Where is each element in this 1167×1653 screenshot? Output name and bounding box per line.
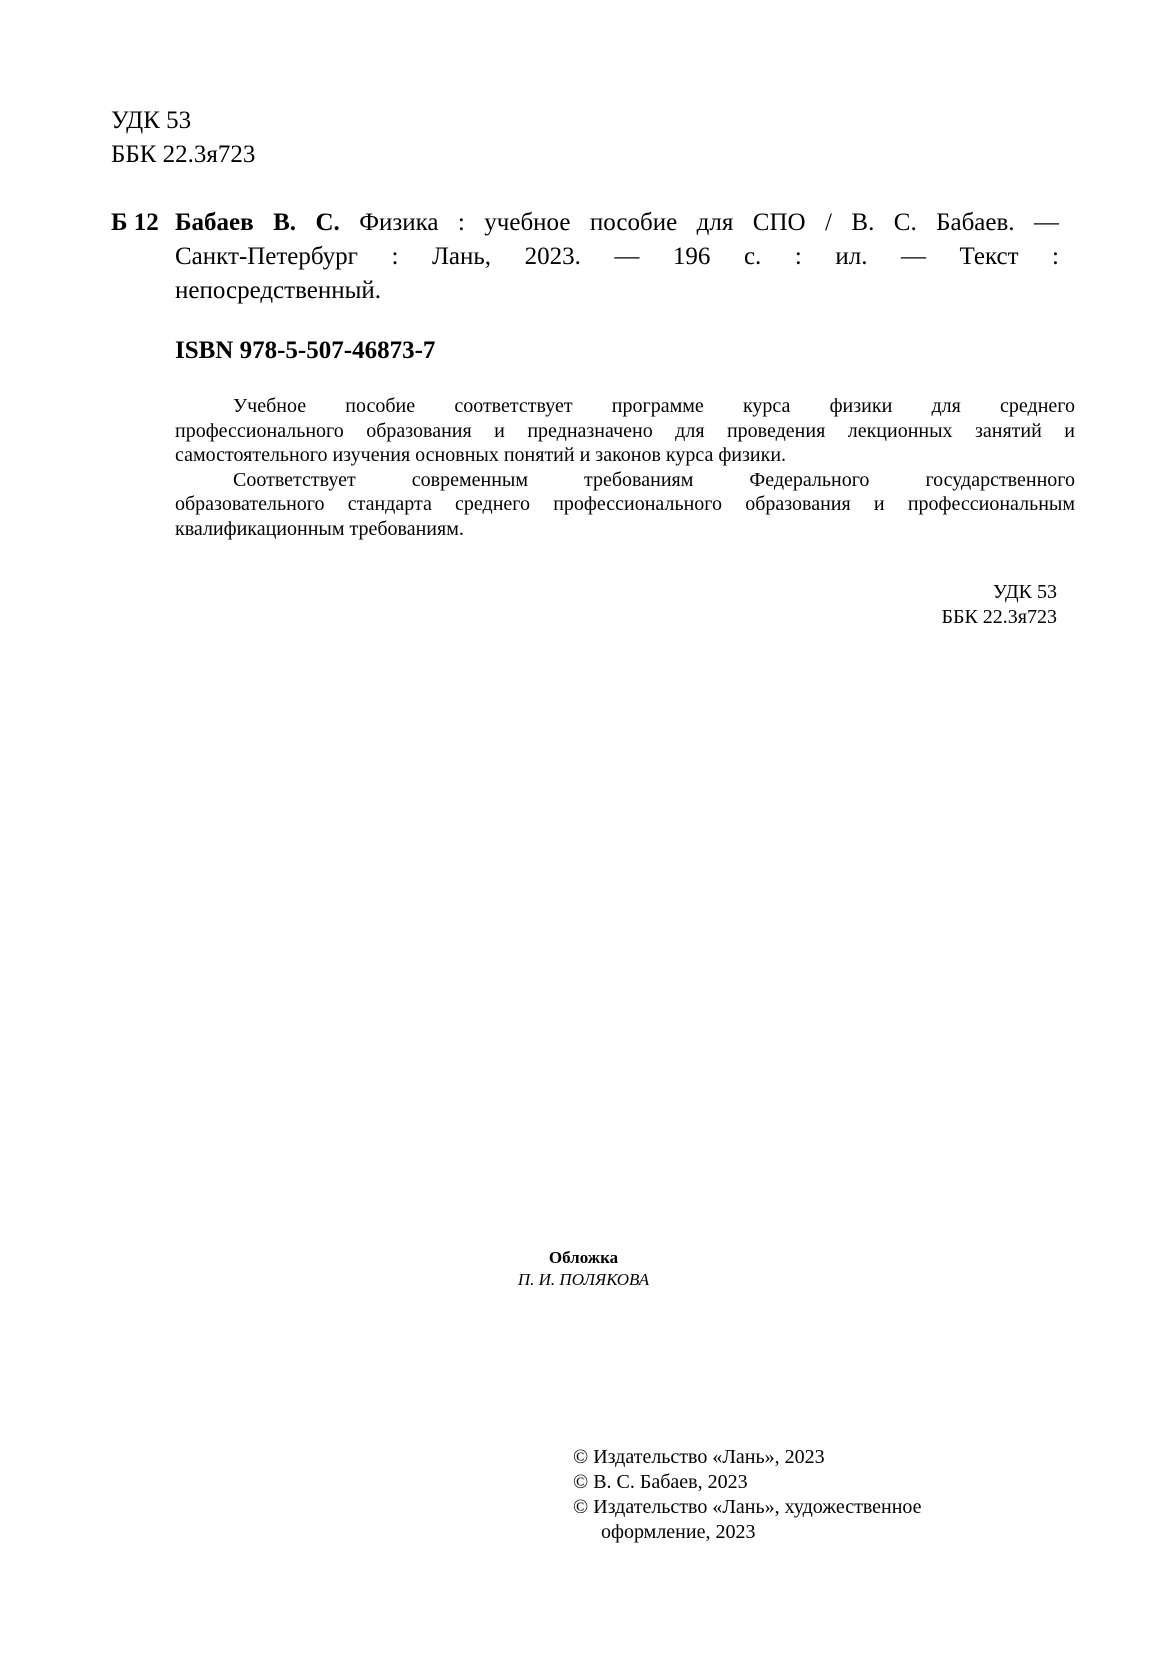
annotation-p1-line-3: самостоятельного изучения основных понятий и законов курса физики.	[175, 444, 787, 466]
classification-codes-top	[111, 104, 255, 172]
bibliographic-record	[175, 206, 1059, 308]
annotation	[175, 394, 1075, 541]
annotation-p2-line-2: образовательного стандарта среднего профессионального образования и профессиональным	[175, 493, 1075, 515]
annotation-p1-line-1: Учебное пособие соответствует программе курса физики для среднего	[233, 395, 1075, 417]
copyright-line-2: © В. С. Бабаев, 2023	[573, 1471, 748, 1493]
copyright-line-1: © Издательство «Лань», 2023	[573, 1446, 825, 1468]
copyright-block	[573, 1445, 922, 1545]
annotation-p1-line-2: профессионального образования и предназначено для проведения лекционных занятий и	[175, 419, 1075, 442]
bbk-code: ББК 22.3я723	[111, 141, 256, 168]
copyright-line-3: © Издательство «Лань», художественное	[573, 1496, 922, 1518]
biblio-line-3: непосредственный.	[175, 277, 382, 304]
udk-code-bottom: УДК 53	[992, 581, 1057, 603]
cover-credit-name: П. И. ПОЛЯКОВА	[517, 1270, 650, 1289]
udk-code: УДК 53	[111, 107, 192, 134]
bbk-code-bottom: ББК 22.3я723	[941, 606, 1057, 628]
annotation-p2-line-3: квалификационным требованиям.	[175, 517, 464, 540]
biblio-author: Бабаев В. С.	[175, 209, 340, 236]
cover-credit	[0, 1247, 1167, 1291]
copyright-line-4: оформление, 2023	[601, 1521, 756, 1543]
author-mark: Б 12	[111, 209, 159, 236]
annotation-p2-line-1: Соответствует современным требованиям Федерального государственного	[233, 468, 1075, 491]
biblio-title: Физика : учебное пособие для СПО / В. С. Бабаев. —	[359, 209, 1059, 236]
cover-credit-label: Обложка	[548, 1248, 619, 1267]
biblio-line-1	[175, 206, 1059, 240]
isbn: ISBN 978-5-507-46873-7	[175, 337, 436, 364]
biblio-line-2: Санкт-Петербург : Лань, 2023. — 196 с. : ил. — Текст :	[175, 243, 1059, 270]
classification-codes-bottom	[941, 580, 1057, 630]
